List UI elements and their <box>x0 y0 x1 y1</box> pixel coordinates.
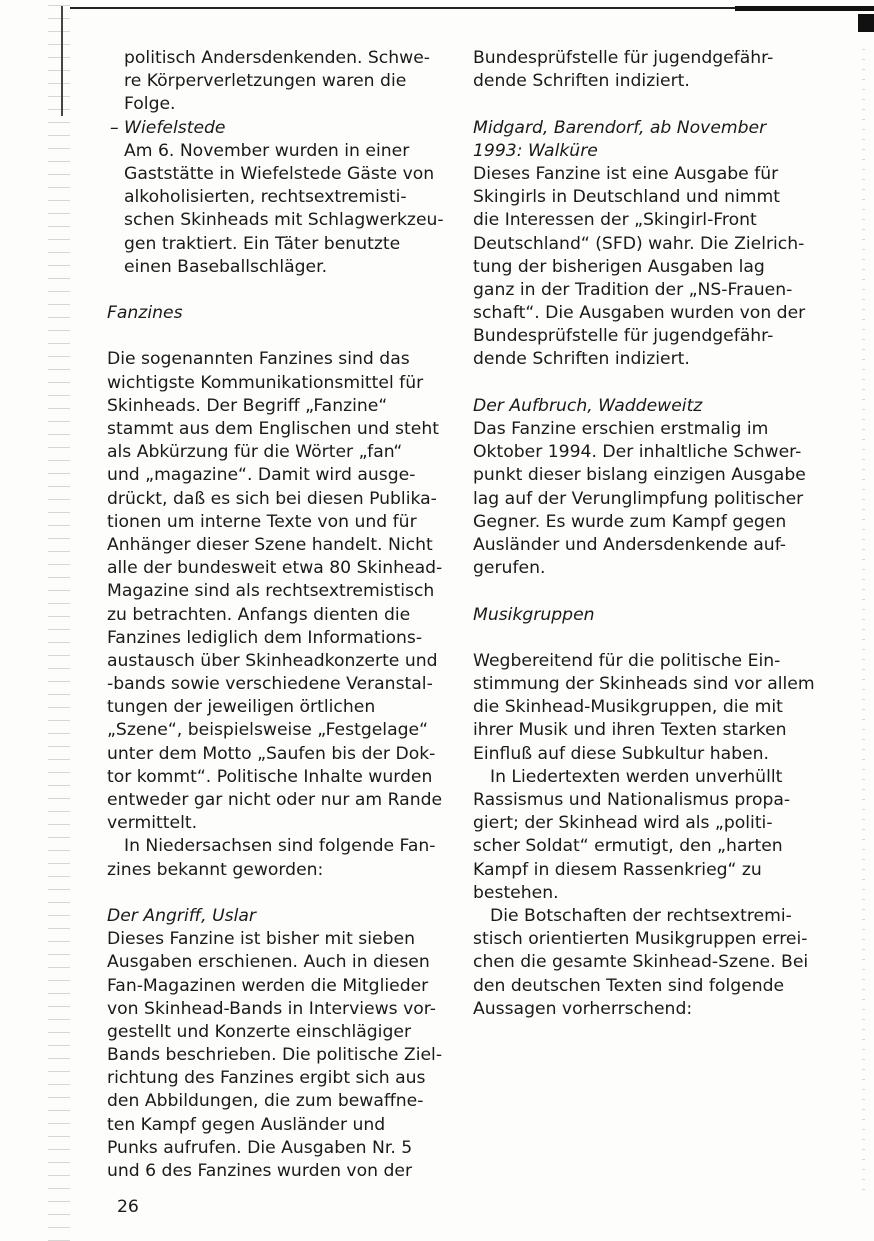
text-line: den Abbildungen, die zum bewaffne- <box>107 1091 424 1112</box>
text-line: dende Schriften indiziert. <box>473 71 690 92</box>
text-line: Wegbereitend für die politische Ein- <box>473 650 781 671</box>
section-heading-fanzines: Fanzines <box>107 303 183 324</box>
page-number: 26 <box>117 1197 139 1217</box>
text-line: punkt dieser bislang einzigen Ausgabe <box>473 465 806 486</box>
text-line: re Körperverletzungen waren die <box>124 71 407 92</box>
text-line: In Niedersachsen sind folgende Fan- <box>124 836 436 857</box>
text-line: die Interessen der „Skingirl-Front <box>473 210 757 231</box>
text-line: einen Baseballschläger. <box>124 256 328 277</box>
text-line: tionen um interne Texte von und für <box>107 511 417 532</box>
text-line: dende Schriften indiziert. <box>473 349 690 370</box>
text-line: Dieses Fanzine ist eine Ausgabe für <box>473 163 779 184</box>
list-item-wiefelstede <box>107 117 452 279</box>
text-line: Dieses Fanzine ist bisher mit sieben <box>107 929 415 950</box>
text-line: politisch Andersdenkenden. Schwe- <box>124 48 430 68</box>
text-line: Kampf in diesem Rassenkrieg“ zu <box>473 859 762 880</box>
text-line: entweder gar nicht oder nur am Rande <box>107 790 443 810</box>
scan-artifact-left-line <box>61 6 63 116</box>
left-column <box>107 47 452 1183</box>
text-line: Deutschland“ (SFD) wahr. Die Zielrich- <box>473 233 805 254</box>
entry-title-aufbruch: Der Aufbruch, Waddeweitz <box>473 395 703 416</box>
text-line: ihrer Musik und ihren Texten starken <box>473 720 787 741</box>
corner-mark <box>858 14 874 32</box>
right-column <box>473 47 823 1021</box>
paragraph-aufbruch <box>473 418 823 580</box>
text-line: tor kommt“. Politische Inhalte wurden <box>107 766 433 787</box>
entry-title-angriff: Der Angriff, Uslar <box>107 905 256 926</box>
text-line: Bundesprüfstelle für jugendgefähr- <box>473 48 774 68</box>
paragraph-musik <box>473 650 823 766</box>
text-line: wichtigste Kommunikationsmittel für <box>107 372 424 393</box>
text-line: Die Botschaften der rechtsextremi- <box>490 905 792 926</box>
paragraph-fanzines <box>107 348 452 835</box>
text-line: und „magazine“. Damit wird ausge- <box>107 465 416 486</box>
text-line: Anhänger dieser Szene handelt. Nicht <box>107 534 433 555</box>
text-line: tungen der jeweiligen örtlichen <box>107 697 376 718</box>
text-line: Ausländer und Andersdenkende auf- <box>473 534 787 555</box>
text-line: zines bekannt geworden: <box>107 859 324 880</box>
text-line: und 6 des Fanzines wurden von der <box>107 1161 413 1181</box>
text-line: stisch orientierten Musikgruppen errei- <box>473 929 808 950</box>
paragraph-botschaften <box>473 905 823 1021</box>
entry-title-midgard: Midgard, Barendorf, ab November <box>473 117 767 138</box>
text-line: schen Skinheads mit Schlagwerkzeu- <box>124 210 444 231</box>
text-line: vermittelt. <box>107 813 198 834</box>
text-line: stammt aus dem Englischen und steht <box>107 419 439 439</box>
text-line: ganz in der Tradition der „NS-Frauen- <box>473 279 793 300</box>
text-line: alle der bundesweit etwa 80 Skinhead- <box>107 558 443 579</box>
scan-artifact-left <box>48 0 70 1241</box>
text-line: austausch über Skinheadkonzerte und <box>107 650 438 671</box>
text-line: gerufen. <box>473 558 546 579</box>
text-line: die Skinhead-Musikgruppen, die mit <box>473 697 783 718</box>
text-line: „Szene“, beispielsweise „Festgelage“ <box>107 720 428 741</box>
text-line: Die sogenannten Fanzines sind das <box>107 349 410 370</box>
text-line: chen die gesamte Skinhead-Szene. Bei <box>473 952 809 973</box>
text-line: stimmung der Skinheads sind vor allem <box>473 674 815 695</box>
list-continuation <box>107 47 452 117</box>
text-line: Skingirls in Deutschland und nimmt <box>473 187 780 208</box>
text-line: schaft“. Die Ausgaben wurden von der <box>473 303 806 324</box>
text-line: Gegner. Es wurde zum Kampf gegen <box>473 511 787 532</box>
text-line: -bands sowie verschiedene Veranstal- <box>107 674 433 695</box>
paragraph-continuation <box>473 47 823 93</box>
list-item-title <box>110 117 452 140</box>
text-line: Punks aufrufen. Die Ausgaben Nr. 5 <box>107 1137 413 1158</box>
paragraph-midgard <box>473 163 823 372</box>
scan-artifact-right <box>862 40 865 1190</box>
top-rule-thick <box>735 6 874 11</box>
list-item-title-text: Wiefelstede <box>124 117 226 138</box>
text-line: giert; der Skinhead wird als „politi- <box>473 813 773 834</box>
text-line: In Liedertexten werden unverhüllt <box>490 766 783 787</box>
list-dash: – <box>110 117 119 138</box>
text-line: Einfluß auf diese Subkultur haben. <box>473 743 769 764</box>
text-line: richtung des Fanzines ergibt sich aus <box>107 1068 426 1089</box>
text-line: alkoholisierten, rechtsextremisti- <box>124 187 407 208</box>
text-line: Fanzines lediglich dem Informations- <box>107 627 423 648</box>
paragraph-lieder <box>473 766 823 905</box>
text-line: bestehen. <box>473 882 559 903</box>
paragraph-angriff <box>107 928 452 1183</box>
text-line: tung der bisherigen Ausgaben lag <box>473 256 765 277</box>
paragraph-niedersachsen <box>107 835 452 881</box>
text-line: scher Soldat“ ermutigt, den „harten <box>473 836 783 857</box>
text-line: Rassismus und Nationalismus propa- <box>473 790 791 810</box>
text-line: Oktober 1994. Der inhaltliche Schwer- <box>473 442 802 463</box>
text-line: gestellt und Konzerte einschlägiger <box>107 1021 412 1042</box>
text-line: Am 6. November wurden in einer <box>124 140 410 161</box>
text-line: Folge. <box>124 94 176 115</box>
text-line: Gaststätte in Wiefelstede Gäste von <box>124 163 435 184</box>
text-line: gen traktiert. Ein Täter benutzte <box>124 233 401 254</box>
text-line: als Abkürzung für die Wörter „fan“ <box>107 442 403 463</box>
text-line: Bands beschrieben. Die politische Ziel- <box>107 1045 443 1066</box>
text-line: lag auf der Verunglimpfung politischer <box>473 488 804 509</box>
text-line: Aussagen vorherrschend: <box>473 998 693 1019</box>
text-line: den deutschen Texten sind folgende <box>473 975 785 996</box>
text-line: Skinheads. Der Begriff „Fanzine“ <box>107 395 388 416</box>
text-line: Fan-Magazinen werden die Mitglieder <box>107 975 429 996</box>
section-heading-musikgruppen: Musikgruppen <box>473 604 595 625</box>
text-line: drückt, daß es sich bei diesen Publika- <box>107 488 437 509</box>
entry-title-midgard-2: 1993: Walküre <box>473 140 598 161</box>
text-line: Bundesprüfstelle für jugendgefähr- <box>473 326 774 347</box>
text-line: von Skinhead-Bands in Interviews vor- <box>107 998 436 1019</box>
text-line: Ausgaben erschienen. Auch in diesen <box>107 952 430 973</box>
text-line: Das Fanzine erschien erstmalig im <box>473 419 769 439</box>
text-line: unter dem Motto „Saufen bis der Dok- <box>107 743 436 764</box>
text-line: ten Kampf gegen Ausländer und <box>107 1114 386 1135</box>
text-line: zu betrachten. Anfangs dienten die <box>107 604 411 625</box>
text-line: Magazine sind als rechtsextremistisch <box>107 581 435 602</box>
